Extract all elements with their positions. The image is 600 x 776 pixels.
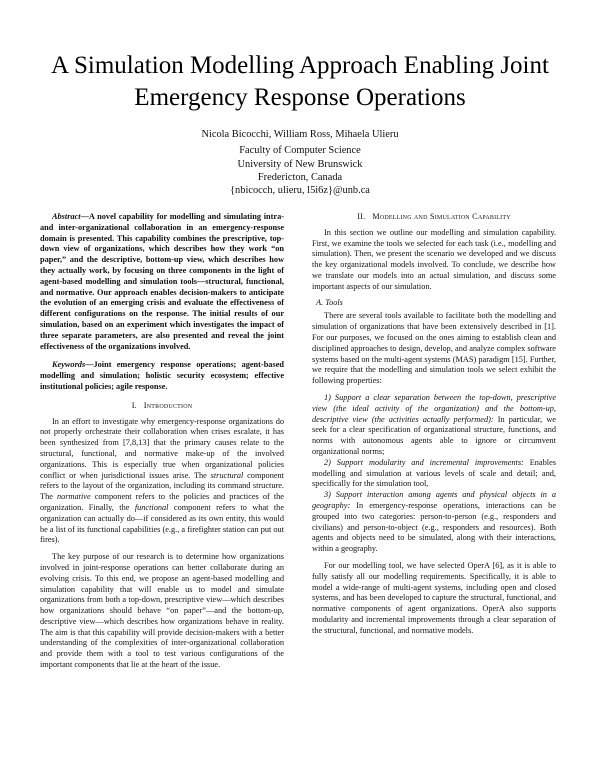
- property-title: 1) Support a clear separation between the top-down, prescriptive view (the ideal activity of the organization) and the bottom-up, descriptive view (the activities actually performed):: [312, 392, 556, 424]
- term-functional: functional: [134, 502, 169, 512]
- section2-paragraph-2: There are several tools available to facilitate both the modelling and simulation of organizations that have been extensively described in [1]. For our purposes, we focused on the ones aiming to establish clean and disciplined approaches to design, develop, and analyze complex software systems based on the multi-agent systems (MAS) paradigm [15]. Further, we require that the modelling and simulation tools we select exhibit the following properties:: [312, 311, 556, 386]
- section-number: I.: [131, 400, 137, 410]
- paper-title: A Simulation Modelling Approach Enabling Joint Emergency Response Operations: [51, 52, 549, 111]
- intro-paragraph-2: The key purpose of our research is to determine how organizations involved in joint-response operations can better collaborate during an evolving crisis. To this end, we propose an agent-based modelling and simulation capability that will enable us to model and simulate organizations from both a top-down, prescriptive view—which describes how organizations should behave “on paper”—and the bottom-up, descriptive view—which describes how organizations behave in reality. The aim is that this capability will provide decision-makers with a better understanding of the complexities of inter-organizational collaboration and provide them with a tool to test various configurations of the important components that lie at the heart of the issue.: [40, 552, 284, 670]
- property-item-2: [312, 458, 556, 490]
- author-emails: {nbicocch, ulieru, l5i6z}@unb.ca: [230, 185, 370, 197]
- abstract-lead: Abstract: [52, 212, 81, 221]
- abstract: [40, 212, 284, 352]
- property-title: 3) Support interaction among agents and physical objects in a geography:: [312, 490, 556, 510]
- property-text: In particular, we seek for a clear specification of organizational structure, functions, and norms with autonomous agents able to ignore or circumvent organizational norms;: [312, 414, 556, 456]
- term-structural: structural: [210, 470, 244, 480]
- text-run: component refers to the policies and practices of the organization. Finally, the: [40, 492, 284, 512]
- text-run: In an effort to investigate why emergency-response organizations do not properly orchestrate their collaboration when crises escalate, it has been synthesized from [7,8,13] that the primary causes relate to the structural, functional, and normative make-up of the involved organizations. This is especially true when organizational policies conflict or when jurisdictional issues arise. The: [40, 416, 284, 480]
- section-number: II.: [357, 212, 366, 221]
- abstract-text: —A novel capability for modelling and simulating intra- and inter-organizational collaboration in an emergency-response domain is presented. This capability combines the prescriptive, top-down view of organizations, which describes how they work “on paper,” and the descriptive, bottom-up view, which describes how they actually work, by focusing on three components in the light of agent-based modelling and simulation tools—structural, functional, and normative. Our approach enables decision-makers to anticipate the evolution of an emerging crisis and evaluate the effectiveness of different configurations on the response. The initial results of our simulation, based on an experiment which investigates the impact of three separate parameters, are also presented and reveal the joint effectiveness of the organizations involved.: [40, 212, 284, 351]
- property-item-3: [312, 490, 556, 555]
- property-text: In emergency-response operations, interactions can be grouped into two categories: person-to-person (e.g., responders and civilians) and person-to-object (e.g., responders and resources). Both agents and objects need to be simulated, along with their interactions, within a geography.: [312, 500, 556, 554]
- affiliation-line: Fredericton, Canada: [257, 171, 343, 183]
- text-run: component refers to what the organization can actually do—if considered as its own entity, this would be a list of its functional capabilities (e.g., a firefighter station can put out fires).: [40, 502, 284, 545]
- affiliation-line: Faculty of Computer Science: [239, 145, 361, 157]
- section-heading-introduction: [40, 401, 284, 412]
- right-column: [312, 212, 556, 636]
- property-title: 2) Support modularity and incremental improvements:: [324, 457, 524, 467]
- section-title: Modelling and Simulation Capability: [372, 212, 511, 221]
- property-item-1: [312, 393, 556, 458]
- author-block: [100, 128, 500, 197]
- section-title: Introduction: [143, 400, 193, 410]
- affiliation-line: University of New Brunswick: [237, 158, 363, 170]
- property-text: Enables modelling and simulation at various levels of scale and detail; and, specifically for the simulation tool,: [312, 457, 556, 489]
- section2-paragraph-3: For our modelling tool, we have selected OperA [6], as it is able to fully satisfy all our modelling requirements. Specifically, it is able to model a wide-range of multi-agent systems, including open and closed systems, and has been developed to capture the structural, functional, and normative components of agent organizations. OperA also supports modularity and incremental improvements through a clear separation of the structural, functional, and normative models.: [312, 560, 556, 635]
- author-names: Nicola Bicocchi, William Ross, Mihaela Ulieru: [201, 129, 399, 140]
- text-run: component refers to the layout of the organization, including its command structure. The: [40, 470, 284, 502]
- section-heading-modelling: [312, 212, 556, 223]
- term-normative: normative: [56, 492, 91, 502]
- left-column: [40, 212, 284, 671]
- section2-paragraph-1: In this section we outline our modelling and simulation capability. First, we examine the tools we selected for each task (i.e., modelling and simulation). Then, we present the scenario we developed and we discuss the key organizational models involved. To conclude, we describe how we translate our models into an actual simulation, and discuss some important aspects of our simulation.: [312, 227, 556, 291]
- keywords-lead: Keywords: [52, 360, 86, 370]
- subsection-heading-tools: A. Tools: [316, 297, 343, 307]
- keywords-text: —Joint emergency response operations; agent-based modelling and simulation; holistic security ecosystem; effective institutional policies; agile response.: [40, 360, 284, 391]
- intro-paragraph-1: [40, 417, 284, 547]
- keywords: [40, 360, 284, 392]
